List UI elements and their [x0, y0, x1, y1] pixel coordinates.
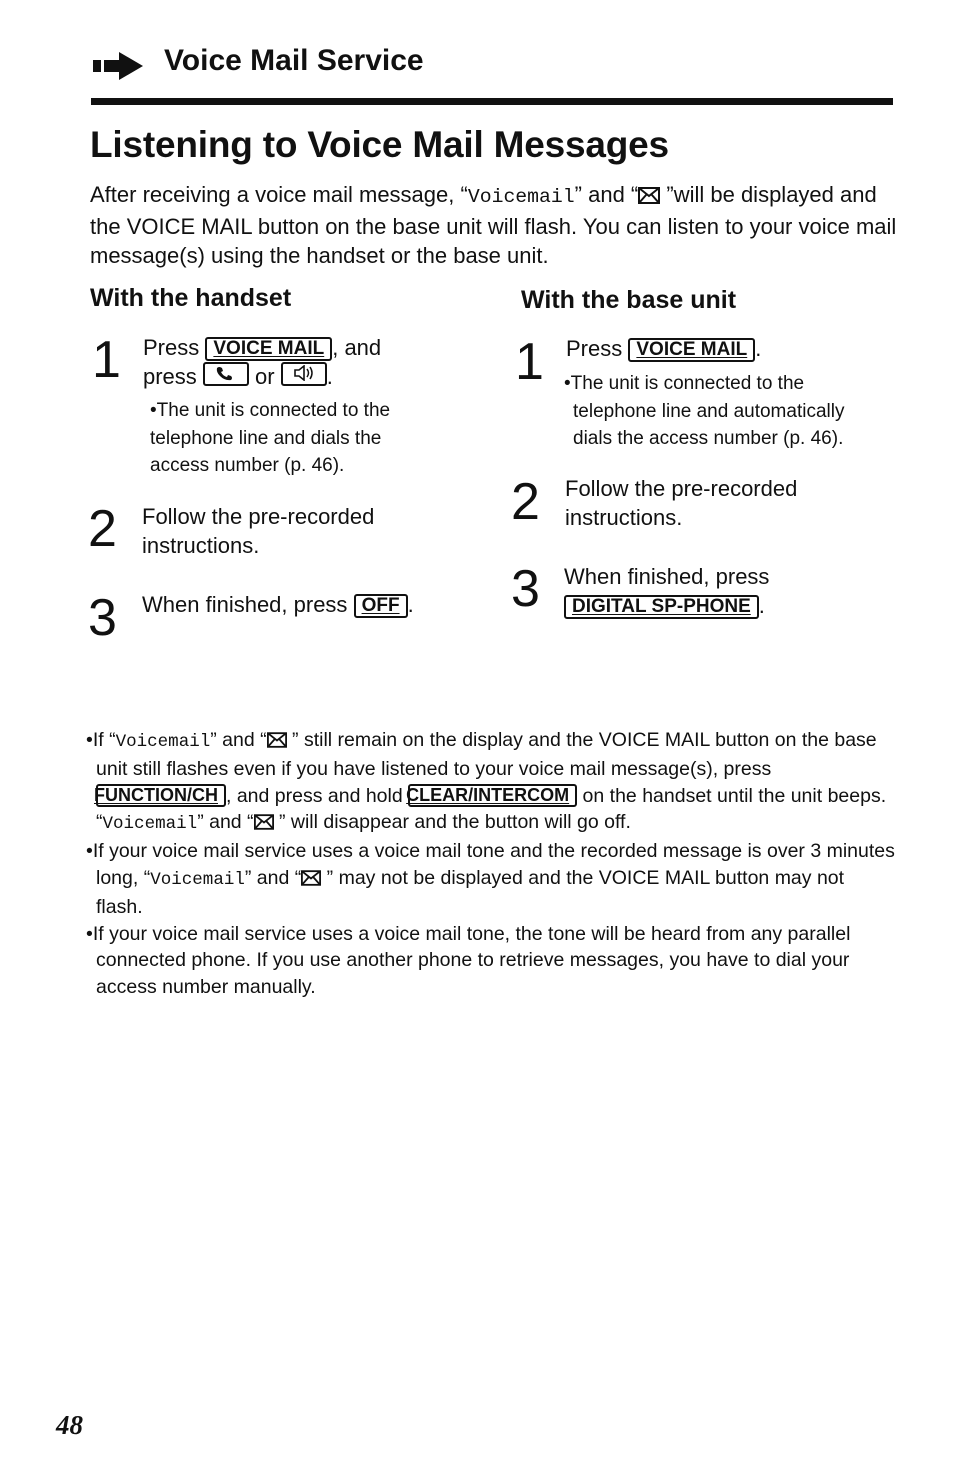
envelope-icon: [638, 187, 660, 204]
envelope-icon: [301, 870, 321, 886]
note-item: •If “Voicemail” and “ ” still remain on the display and the VOICE MAIL button on the base unit still flashes even if you have listened to your voice mail message(s), press FUNCTION/CH , and press and hold CLEAR/INTERCOM on the handset until the unit beeps. “Voicemail” and “ ” will disappear and the button will go off.: [86, 729, 887, 835]
envelope-icon: [267, 732, 287, 748]
handset-step1-line2: press or .: [143, 364, 333, 389]
off-key: OFF: [354, 594, 408, 618]
base-step1-note: •The unit is connected to the telephone line and automatically dials the access number (p. 46).: [564, 373, 845, 449]
step-number: 2: [511, 473, 540, 531]
step-number: 2: [88, 500, 117, 558]
base-step1-line1: Press VOICE MAIL .: [566, 336, 762, 361]
base-step2: Follow the pre-recorded instructions.: [565, 476, 798, 530]
base-unit-heading: With the base unit: [521, 286, 737, 314]
right-arrow-icon: [93, 52, 143, 80]
handset-step1-note: •The unit is connected to the telephone line and dials the access number (p. 46).: [150, 400, 391, 476]
digital-sp-phone-key: DIGITAL SP-PHONE: [564, 595, 759, 619]
intro-paragraph: After receiving a voice mail message, “Voicemail” and “ ”will be displayed and the VOICE MAIL button on the base unit will flash. You can listen to your voice mail message(s) using the handset or the base unit.: [90, 182, 897, 268]
note-item: •If your voice mail service uses a voice mail tone and the recorded message is over 3 minutes long, “Voicemail” and “ ” may not be displayed and the VOICE MAIL button may not flash.: [86, 840, 895, 918]
step-number: 3: [88, 589, 117, 647]
notes: [86, 727, 896, 1001]
note-item: •If your voice mail service uses a voice mail tone, the tone will be heard from any parallel connected phone. If you use another phone to retrieve messages, you have to dial your access number manually.: [86, 922, 851, 999]
speakerphone-key: [281, 362, 327, 386]
page-title: Listening to Voice Mail Messages: [90, 124, 669, 165]
voice-mail-key: VOICE MAIL: [628, 338, 755, 362]
step-number: 1: [92, 331, 121, 389]
step-number: 1: [515, 333, 544, 391]
handset-step1-line1: Press VOICE MAIL , and: [143, 335, 382, 360]
talk-key: [203, 362, 249, 386]
phone-handset-icon: [215, 365, 235, 381]
speaker-icon: [293, 365, 315, 381]
voice-mail-key: VOICE MAIL: [205, 337, 332, 361]
envelope-icon: [254, 814, 274, 830]
function-ch-key: FUNCTION/CH: [96, 784, 226, 807]
section-title: Voice Mail Service: [164, 44, 424, 77]
clear-intercom-key: CLEAR/INTERCOM: [408, 784, 577, 807]
handset-step3: When finished, press OFF .: [142, 592, 414, 617]
handset-heading: With the handset: [90, 284, 292, 312]
handset-step2: Follow the pre-recorded instructions.: [142, 504, 375, 558]
display-text: Voicemail: [467, 186, 575, 208]
page-number: 48: [56, 1410, 83, 1440]
header-rule: [91, 98, 893, 105]
base-step3: When finished, press DIGITAL SP-PHONE .: [564, 564, 770, 618]
step-number: 3: [511, 560, 540, 618]
